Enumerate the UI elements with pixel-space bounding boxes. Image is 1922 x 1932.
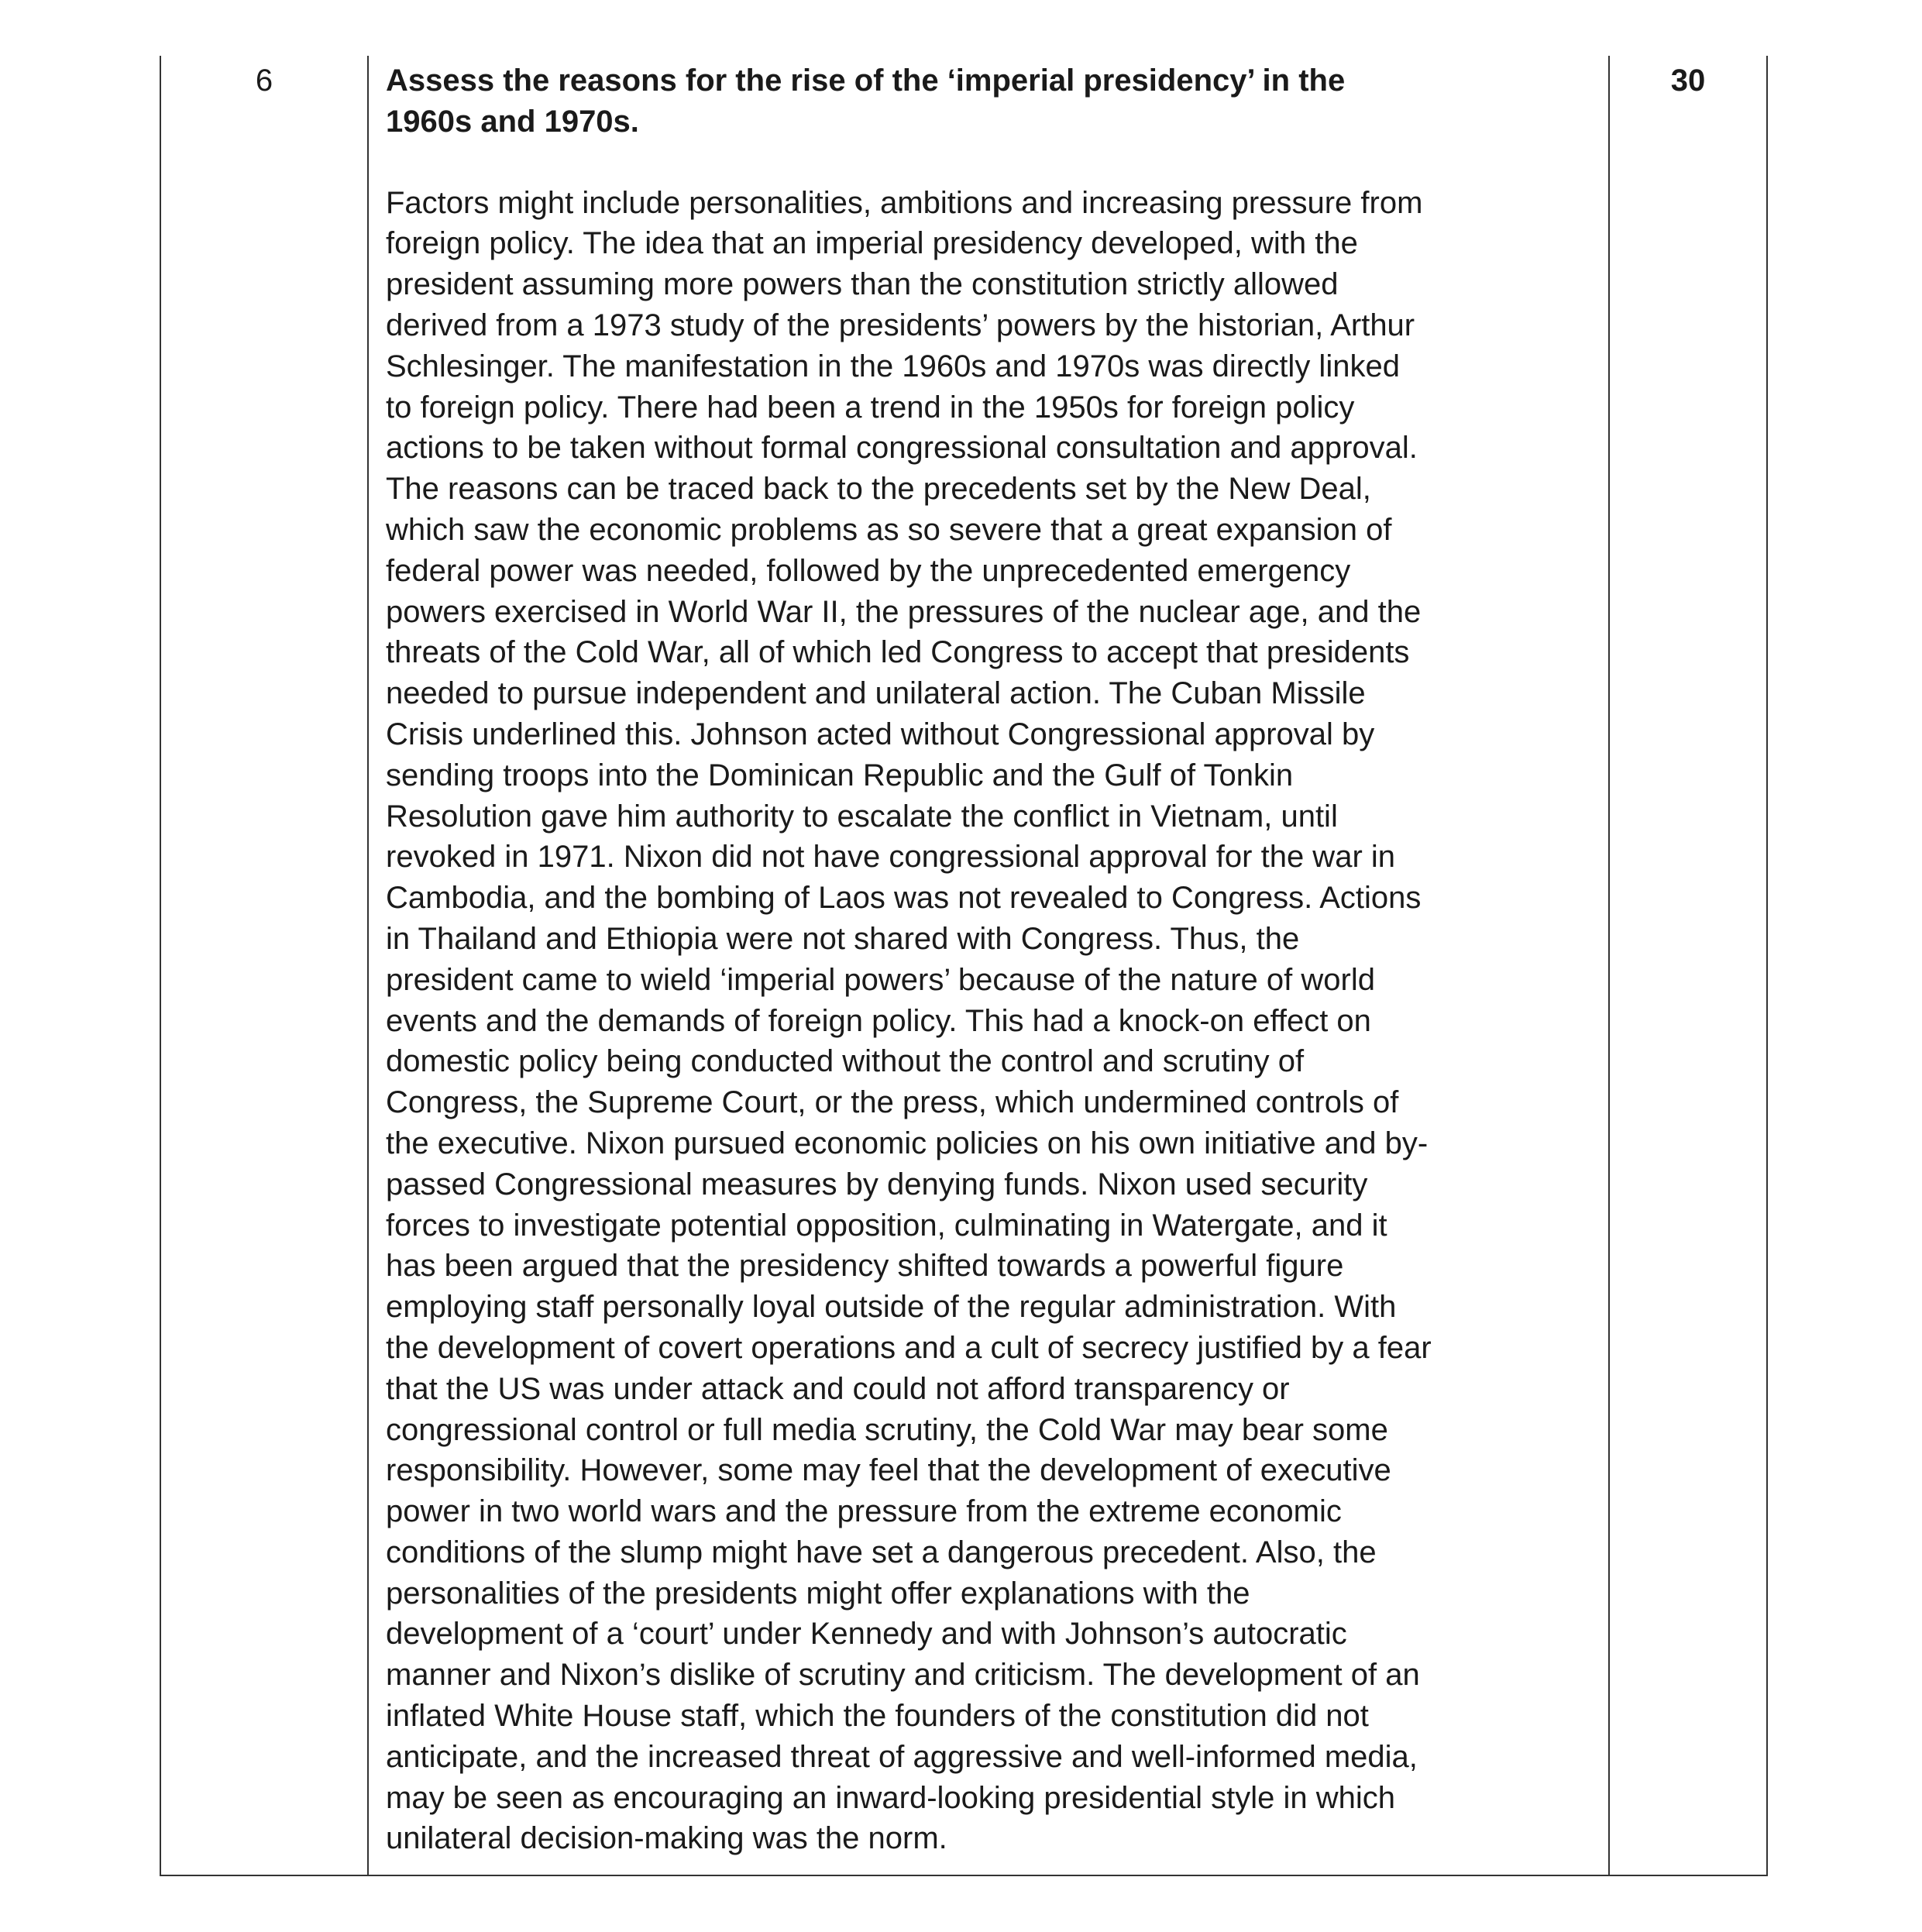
question-number: 6 [255, 64, 273, 98]
answer-line: sending troops into the Dominican Republic and the Gulf of Tonkin [386, 758, 1294, 792]
answer-line: passed Congressional measures by denying funds. Nixon used security [386, 1167, 1368, 1201]
answer-line: inflated White House staff, which the founders of the constitution did not [386, 1699, 1369, 1734]
answer-line: which saw the economic problems as so severe that a great expansion of [386, 512, 1392, 547]
answer-line: Cambodia, and the bombing of Laos was not revealed to Congress. Actions [386, 881, 1422, 916]
answer-line: power in two world wars and the pressure from the extreme economic [386, 1494, 1342, 1529]
answer-line: in Thailand and Ethiopia were not shared with Congress. Thus, the [386, 921, 1300, 956]
answer-line: actions to be taken without formal congressional consultation and approval. [386, 431, 1418, 466]
answer-line: derived from a 1973 study of the presidents’ powers by the historian, Arthur [386, 308, 1415, 342]
marks-value: 30 [1670, 64, 1706, 98]
answer-line: may be seen as encouraging an inward-looking presidential style in which [386, 1780, 1395, 1815]
answer-line: manner and Nixon’s dislike of scrutiny and criticism. The development of an [386, 1658, 1420, 1693]
indicative-content [386, 183, 1594, 1860]
answer-line: Crisis underlined this. Johnson acted without Congressional approval by [386, 717, 1375, 751]
answer-line: federal power was needed, followed by the unprecedented emergency [386, 553, 1351, 588]
answer-line: unilateral decision-making was the norm. [386, 1821, 947, 1856]
answer-line: The reasons can be traced back to the precedents set by the New Deal, [386, 472, 1371, 507]
answer-line: Factors might include personalities, ambitions and increasing pressure from [386, 185, 1423, 220]
answer-line: revoked in 1971. Nixon did not have congressional approval for the war in [386, 840, 1396, 875]
answer-line: conditions of the slump might have set a dangerous precedent. Also, the [386, 1535, 1377, 1569]
answer-line: president came to wield ‘imperial powers’ because of the nature of world [386, 962, 1375, 997]
answer-line: domestic policy being conducted without the control and scrutiny of [386, 1044, 1305, 1079]
answer-line: president assuming more powers than the constitution strictly allowed [386, 267, 1339, 302]
answer-line: events and the demands of foreign policy. This had a knock-on effect on [386, 1003, 1371, 1038]
answer-line: employing staff personally loyal outside of the regular administration. With [386, 1290, 1397, 1325]
column-divider [1608, 56, 1610, 1875]
answer-line: Congress, the Supreme Court, or the press, which undermined controls of [386, 1085, 1399, 1120]
answer-line: personalities of the presidents might offer explanations with the [386, 1576, 1250, 1611]
answer-line: to foreign policy. There had been a trend in the 1950s for foreign policy [386, 390, 1355, 425]
answer-line: that the US was under attack and could not afford transparency or [386, 1371, 1290, 1406]
answer-line: Schlesinger. The manifestation in the 1960s and 1970s was directly linked [386, 349, 1400, 383]
answer-line: the development of covert operations and a cult of secrecy justified by a fear [386, 1330, 1432, 1365]
mark-scheme-table [160, 56, 1768, 1876]
answer-line: forces to investigate potential opposition, culminating in Watergate, and it [386, 1208, 1387, 1243]
question-text [386, 60, 1594, 143]
question-line: Assess the reasons for the rise of the ‘imperial presidency’ in the [386, 64, 1346, 98]
answer-line: responsibility. However, some may feel that the development of executive [386, 1453, 1391, 1488]
answer-line: congressional control or full media scrutiny, the Cold War may bear some [386, 1412, 1388, 1447]
answer-line: threats of the Cold War, all of which led Congress to accept that presidents [386, 635, 1410, 670]
answer-line: development of a ‘court’ under Kennedy and with Johnson’s autocratic [386, 1617, 1347, 1652]
answer-line: anticipate, and the increased threat of aggressive and well-informed media, [386, 1739, 1418, 1774]
answer-line: has been argued that the presidency shifted towards a powerful figure [386, 1249, 1344, 1284]
answer-line: Resolution gave him authority to escalate the conflict in Vietnam, until [386, 799, 1338, 834]
answer-line: powers exercised in World War II, the pressures of the nuclear age, and the [386, 594, 1422, 629]
question-line: 1960s and 1970s. [386, 104, 639, 139]
answer-line: foreign policy. The idea that an imperial presidency developed, with the [386, 226, 1358, 261]
column-divider [367, 56, 369, 1875]
answer-cell [386, 56, 1594, 1859]
answer-line: the executive. Nixon pursued economic policies on his own initiative and by- [386, 1126, 1429, 1160]
answer-line: needed to pursue independent and unilateral action. The Cuban Missile [386, 676, 1366, 711]
